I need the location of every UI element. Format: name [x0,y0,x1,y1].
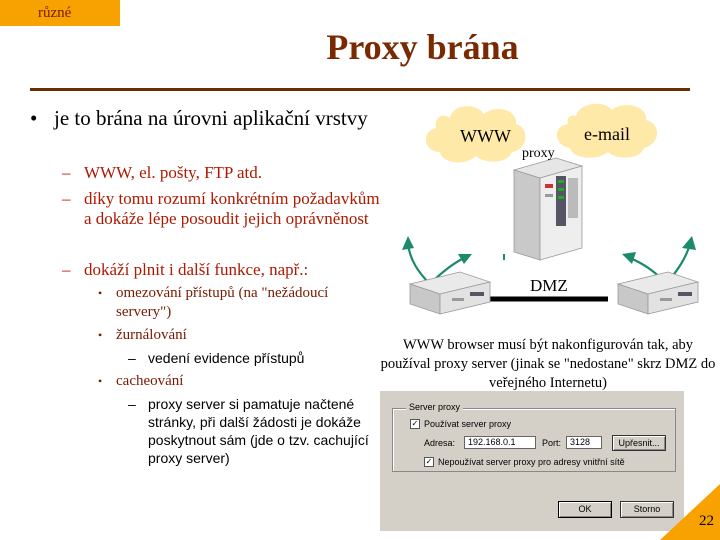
proxy-label: proxy [522,146,555,161]
bullet-l3a: • omezování přístupů (na "nežádoucí servery") [98,284,383,322]
cancel-button[interactable]: Storno [620,501,674,518]
address-label: Adresa: [424,438,456,448]
bullet-sub1: – WWW, el. pošty, FTP atd. [62,163,382,183]
bullet-l3a-text: omezování přístupů (na "nežádoucí servery") [116,285,329,320]
left-pc-icon [410,272,490,314]
advanced-button[interactable]: Upřesnit... [612,435,666,451]
bullet-l4a: – vedení evidence přístupů [128,349,378,367]
bullet-l4b: – proxy server si pamatuje načtené stránky, při další žádosti je dokáže poskytnout sám (jde o tzv. cachující proxy server) [128,395,373,467]
bullet-l3c: • cacheování [98,372,383,391]
page-corner [660,484,720,540]
bullet-l3b-text: žurnálování [116,327,187,343]
bullet-l3b: • žurnálování [98,326,383,345]
section-tag: různé [0,0,120,26]
bullet-l3c-text: cacheování [116,373,184,389]
page-title: Proxy brána [326,27,519,67]
bullet-sub2-text: díky tomu rozumí konkrétním požadavkům a dokáže lépe posoudit jejich oprávněnost [84,189,380,228]
diagram-caption: WWW browser musí být nakonfigurován tak, aby používal proxy server (jinak se "nedostane" skrz DMZ do veřejného Internetu) [380,337,716,391]
use-proxy-checkbox[interactable]: ✓ [411,419,419,428]
address-input[interactable]: 192.168.0.1 [464,436,536,449]
bullet-sub2: – díky tomu rozumí konkrétním požadavkům a dokáže lépe posoudit jejich oprávněnost [62,189,382,229]
bypass-local-label: Nepoužívat server proxy pro adresy vnitřní sítě [438,457,625,467]
title-rule [30,88,690,91]
bypass-local-checkbox[interactable]: ✓ [425,457,433,466]
proxy-server-icon [514,158,582,260]
port-label: Port: [542,438,562,448]
dmz-label: DMZ [530,276,568,295]
proxy-group-label: Server proxy [406,402,463,412]
page-number: 22 [699,513,714,529]
bullet-l4b-text: proxy server si pamatuje načtené stránky, při další žádosti je dokáže poskytnout sám (jde o tzv. cachující proxy server) [148,396,369,466]
bullet-sub1-text: WWW, el. pošty, FTP atd. [84,163,263,182]
network-diagram [380,96,720,336]
port-input[interactable]: 3128 [566,436,602,449]
proxy-settings-dialog [380,391,684,531]
bullet-main-text: je to brána na úrovni aplikační vrstvy [54,106,368,130]
cloud-email-label: e-mail [584,124,630,144]
bullet-l4a-text: vedení evidence přístupů [148,350,305,366]
bullet-main: • je to brána na úrovni aplikační vrstvy [30,106,370,130]
cloud-www-label: WWW [460,126,511,146]
ok-button[interactable]: OK [558,501,612,518]
bullet-sub3-text: dokáží plnit i další funkce, např.: [84,260,309,279]
bullet-sub3: – dokáží plnit i další funkce, např.: [62,260,382,280]
use-proxy-label: Používat server proxy [424,419,512,429]
right-pc-icon [618,272,698,314]
